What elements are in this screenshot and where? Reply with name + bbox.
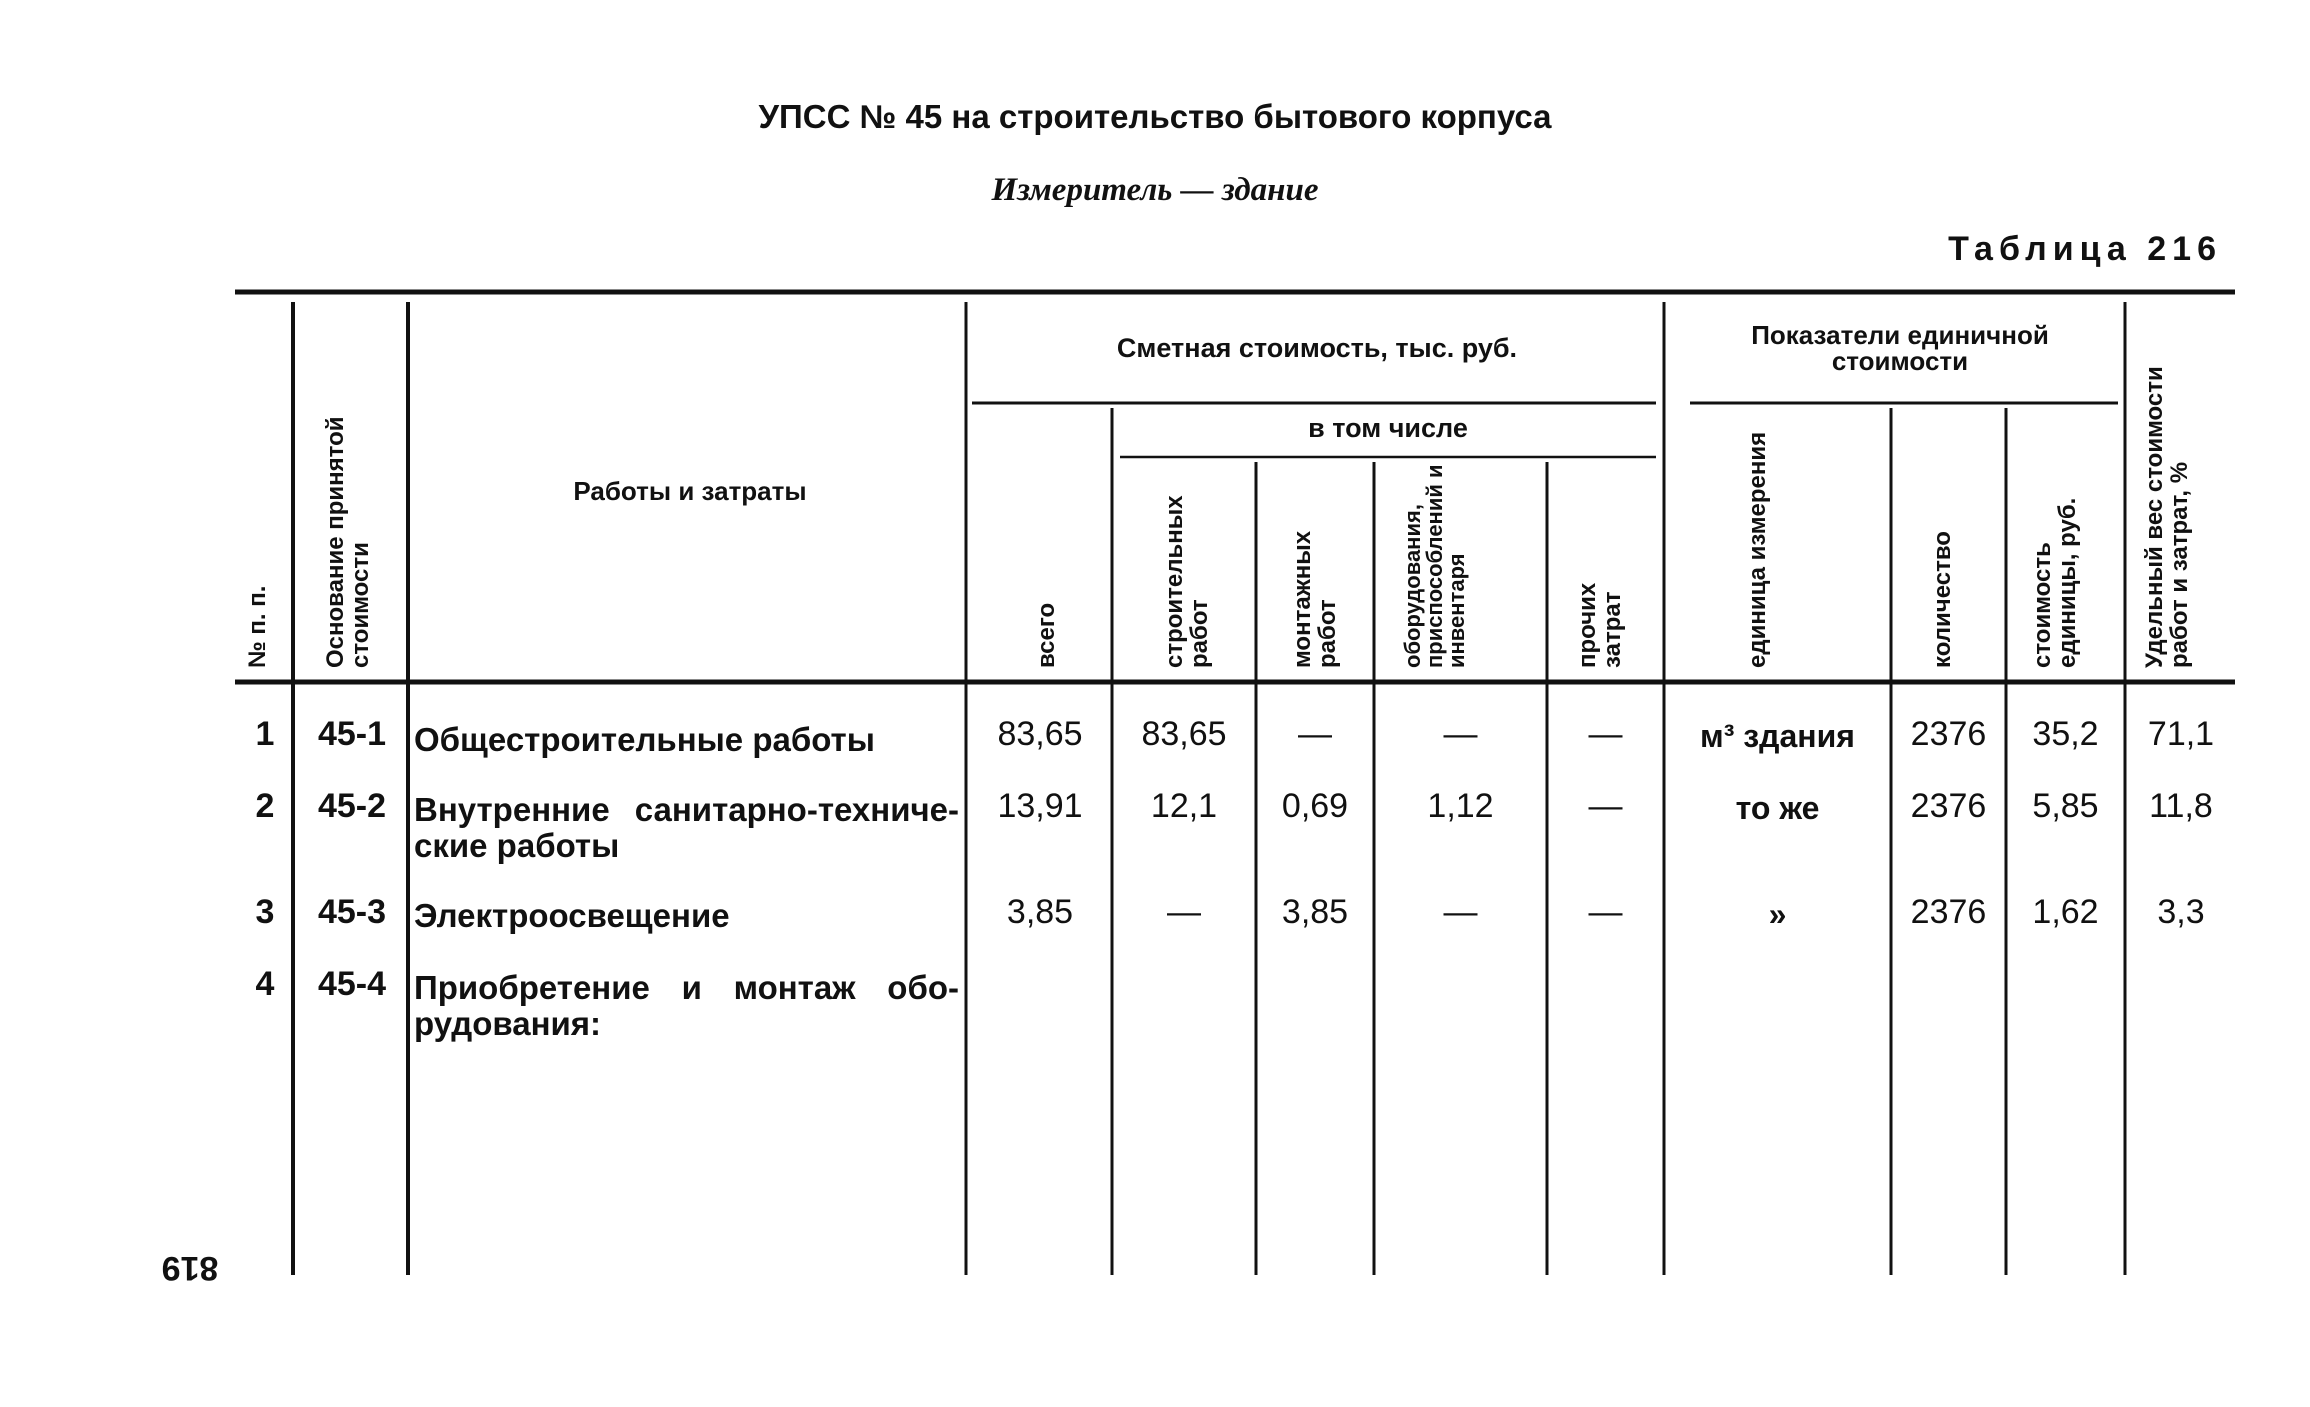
header-total: всего bbox=[1033, 602, 1060, 668]
row2-equipment: 1,12 bbox=[1427, 787, 1494, 825]
row1-total: 83,65 bbox=[997, 715, 1083, 753]
row1-num: 1 bbox=[255, 715, 275, 753]
header-unit-indicators: Показатели единичной стоимости bbox=[1751, 320, 2049, 376]
row1-share: 71,1 bbox=[2147, 715, 2215, 753]
row1-other: — bbox=[1588, 715, 1623, 753]
header-quantity: количество bbox=[1929, 531, 1956, 668]
row3-unit-cost: 1,62 bbox=[2032, 893, 2099, 931]
header-unit-cost: стоимость единицы, руб. bbox=[2029, 497, 2081, 668]
row3-construction: — bbox=[1167, 893, 1201, 931]
row1-quantity: 2376 bbox=[1910, 715, 1987, 753]
row3-basis: 45-3 bbox=[317, 893, 387, 931]
row3-unit: » bbox=[1768, 896, 1787, 932]
row2-total: 13,91 bbox=[997, 787, 1083, 825]
row3-other: — bbox=[1588, 893, 1623, 931]
header-equipment: оборудования, приспособлений и инвентаря bbox=[1400, 464, 1469, 668]
row4-basis: 45-4 bbox=[317, 965, 387, 1003]
row4-num: 4 bbox=[255, 965, 275, 1003]
row4-work: Приобретение и монтаж обо-рудования: bbox=[414, 969, 959, 1042]
row2-unit-cost: 5,85 bbox=[2032, 787, 2099, 825]
header-unit: единица измерения bbox=[1744, 431, 1771, 668]
row3-quantity: 2376 bbox=[1910, 893, 1987, 931]
header-including: в том числе bbox=[1308, 413, 1468, 443]
row1-basis: 45-1 bbox=[317, 715, 387, 753]
header-share: Удельный вес стоимости работ и затрат, % bbox=[2141, 366, 2193, 668]
row1-work: Общестроительные работы bbox=[414, 721, 875, 758]
row2-basis: 45-2 bbox=[317, 787, 387, 825]
header-works: Работы и затраты bbox=[573, 476, 807, 506]
header-basis: Основание принятой стоимости bbox=[322, 416, 374, 668]
row1-unit-cost: 35,2 bbox=[2032, 715, 2099, 753]
row2-installation: 0,69 bbox=[1281, 787, 1349, 825]
row3-num: 3 bbox=[255, 893, 275, 931]
measure-subtitle: Измеритель — здание bbox=[991, 172, 1319, 208]
row1-construction: 83,65 bbox=[1141, 715, 1227, 753]
table-number: Таблица 216 bbox=[1948, 230, 2222, 268]
row3-total: 3,85 bbox=[1006, 893, 1074, 931]
row2-other: — bbox=[1588, 787, 1623, 825]
row2-quantity: 2376 bbox=[1910, 787, 1987, 825]
row1-unit: м³ здания bbox=[1700, 718, 1855, 754]
row2-share: 11,8 bbox=[2149, 787, 2213, 825]
row3-share: 3,3 bbox=[2157, 893, 2205, 931]
header-other: прочих затрат bbox=[1574, 582, 1626, 668]
row1-installation: — bbox=[1298, 715, 1332, 753]
row2-construction: 12,1 bbox=[1150, 787, 1218, 825]
page-title: УПСС № 45 на строительство бытового корпуса bbox=[758, 98, 1552, 135]
row2-num: 2 bbox=[255, 787, 275, 825]
row3-equipment: — bbox=[1443, 893, 1478, 931]
header-construction: строительных работ bbox=[1161, 495, 1213, 668]
row3-installation: 3,85 bbox=[1281, 893, 1349, 931]
row2-unit: то же bbox=[1735, 790, 1820, 826]
header-installation: монтажных работ bbox=[1289, 530, 1341, 668]
row3-work: Электроосвещение bbox=[414, 897, 730, 934]
header-estimated-cost: Сметная стоимость, тыс. руб. bbox=[1116, 333, 1518, 363]
row2-work: Внутренние санитарно-техниче-ские работы bbox=[414, 791, 959, 864]
header-num: № п. п. bbox=[244, 585, 271, 668]
row1-equipment: — bbox=[1443, 715, 1478, 753]
page-number: 819 bbox=[161, 1249, 219, 1287]
